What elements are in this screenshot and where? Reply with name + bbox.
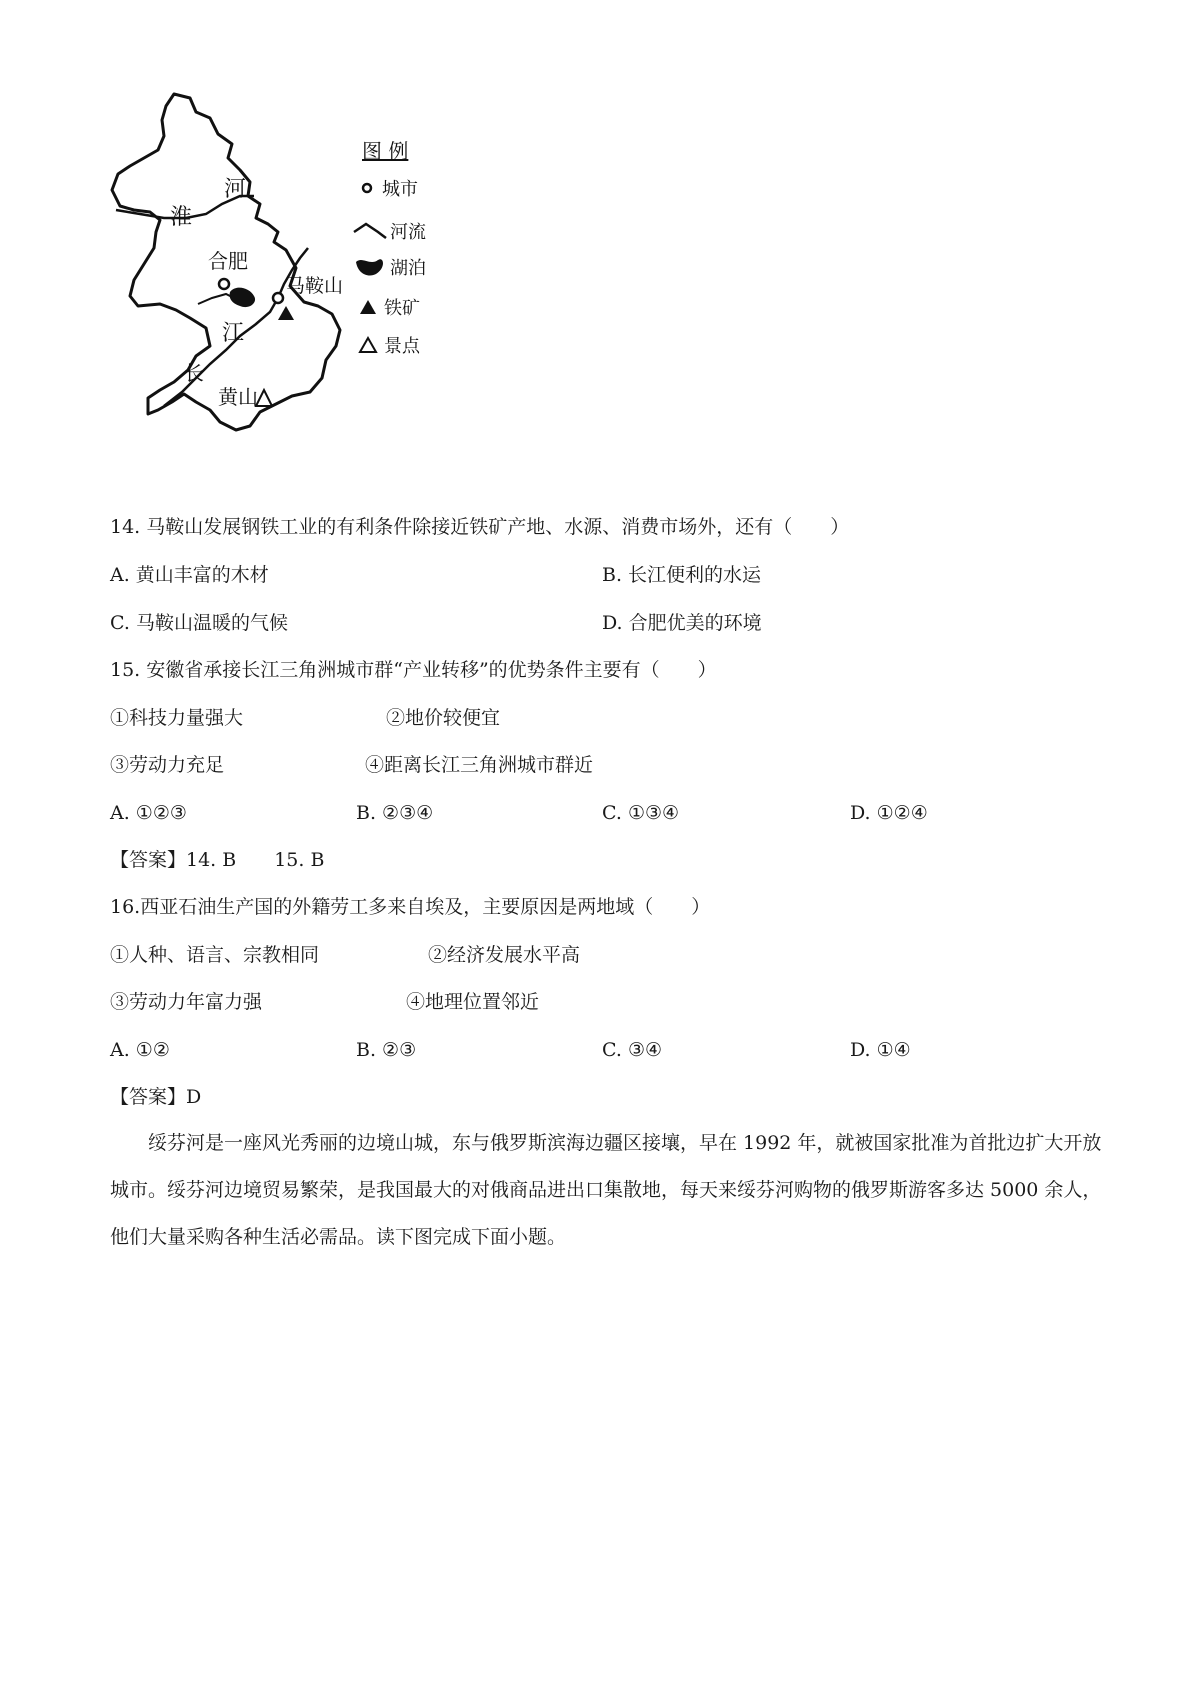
q14-option-b: B. 长江便利的水运 bbox=[602, 564, 762, 586]
legend-label-scenic: 景点 bbox=[384, 336, 420, 357]
legend-label-lake: 湖泊 bbox=[390, 258, 426, 279]
q15-option-d: D. ①②④ bbox=[850, 802, 928, 824]
iron-mine-marker bbox=[278, 306, 294, 320]
city-dot-icon bbox=[363, 184, 371, 192]
map-label-maanshan: 马鞍山 bbox=[286, 275, 344, 297]
map-label-hefei: 合肥 bbox=[208, 249, 248, 273]
anhui-map-figure bbox=[100, 92, 480, 464]
q16-option-d: D. ①④ bbox=[850, 1039, 911, 1061]
answer-16: 【答案】D bbox=[110, 1086, 202, 1108]
map-label-huangshan: 黄山 bbox=[218, 385, 258, 409]
legend-label-city: 城市 bbox=[382, 179, 418, 200]
map-label-jiang: 江 bbox=[222, 321, 245, 346]
legend-label-river: 河流 bbox=[390, 222, 426, 243]
reading-passage: 绥芬河是一座风光秀丽的边境山城，东与俄罗斯滨海边疆区接壤，早在 1992 年，就被国家批准为首批边扩大开放城市。绥芬河边境贸易繁荣，是我国最大的对俄商品进出口集散地，每天来绥芬河购物的俄罗斯游客多达 5000 余人，他们大量采购各种生活必需品。读下图完成下面小题。 bbox=[110, 1132, 1102, 1248]
river-icon bbox=[354, 224, 386, 238]
q16-item-2: ②经济发展水平高 bbox=[428, 944, 581, 966]
q15-item-4: ④距离长江三角洲城市群近 bbox=[365, 754, 594, 776]
maanshan-city-dot bbox=[273, 293, 283, 303]
lake-icon bbox=[356, 259, 383, 275]
chaohu-lake bbox=[230, 288, 255, 307]
q15-item-3: ③劳动力充足 bbox=[110, 754, 225, 776]
map-label-huai: 淮 bbox=[170, 205, 193, 230]
q15-item-2: ②地价较便宜 bbox=[386, 707, 501, 729]
hefei-city-dot bbox=[219, 279, 229, 289]
q16-item-4: ④地理位置邻近 bbox=[406, 991, 540, 1013]
question-15-stem: 15. 安徽省承接长江三角洲城市群“产业转移”的优势条件主要有（ ） bbox=[110, 659, 717, 681]
map-label-he: 河 bbox=[224, 177, 247, 202]
q16-item-1: ①人种、语言、宗教相同 bbox=[110, 944, 320, 966]
map-legend bbox=[354, 139, 426, 357]
question-16-stem: 16.西亚石油生产国的外籍劳工多来自埃及，主要原因是两地域（ ） bbox=[110, 896, 711, 918]
q15-option-a: A. ①②③ bbox=[110, 802, 187, 824]
q14-option-a: A. 黄山丰富的木材 bbox=[110, 564, 269, 586]
answer-14-15: 【答案】14. B 15. B bbox=[110, 849, 325, 871]
q16-option-c: C. ③④ bbox=[602, 1039, 663, 1061]
q14-option-d: D. 合肥优美的环境 bbox=[602, 612, 762, 634]
tributary-river bbox=[198, 294, 234, 304]
iron-mine-icon bbox=[360, 300, 376, 314]
scenic-spot-icon bbox=[360, 338, 376, 352]
legend-label-iron: 铁矿 bbox=[384, 298, 420, 319]
huangshan-scenic-marker bbox=[256, 390, 272, 406]
q15-option-b: B. ②③④ bbox=[356, 802, 434, 824]
q15-option-c: C. ①③④ bbox=[602, 802, 680, 824]
map-label-chang: 长 bbox=[184, 361, 204, 385]
q16-option-a: A. ①② bbox=[110, 1039, 170, 1061]
q14-option-c: C. 马鞍山温暖的气候 bbox=[110, 612, 288, 634]
q16-item-3: ③劳动力年富力强 bbox=[110, 991, 263, 1013]
q16-option-b: B. ②③ bbox=[356, 1039, 417, 1061]
q15-item-1: ①科技力量强大 bbox=[110, 707, 244, 729]
question-14-stem: 14. 马鞍山发展钢铁工业的有利条件除接近铁矿产地、水源、消费市场外，还有（ ） bbox=[110, 516, 850, 538]
legend-title: 图 例 bbox=[362, 139, 409, 163]
